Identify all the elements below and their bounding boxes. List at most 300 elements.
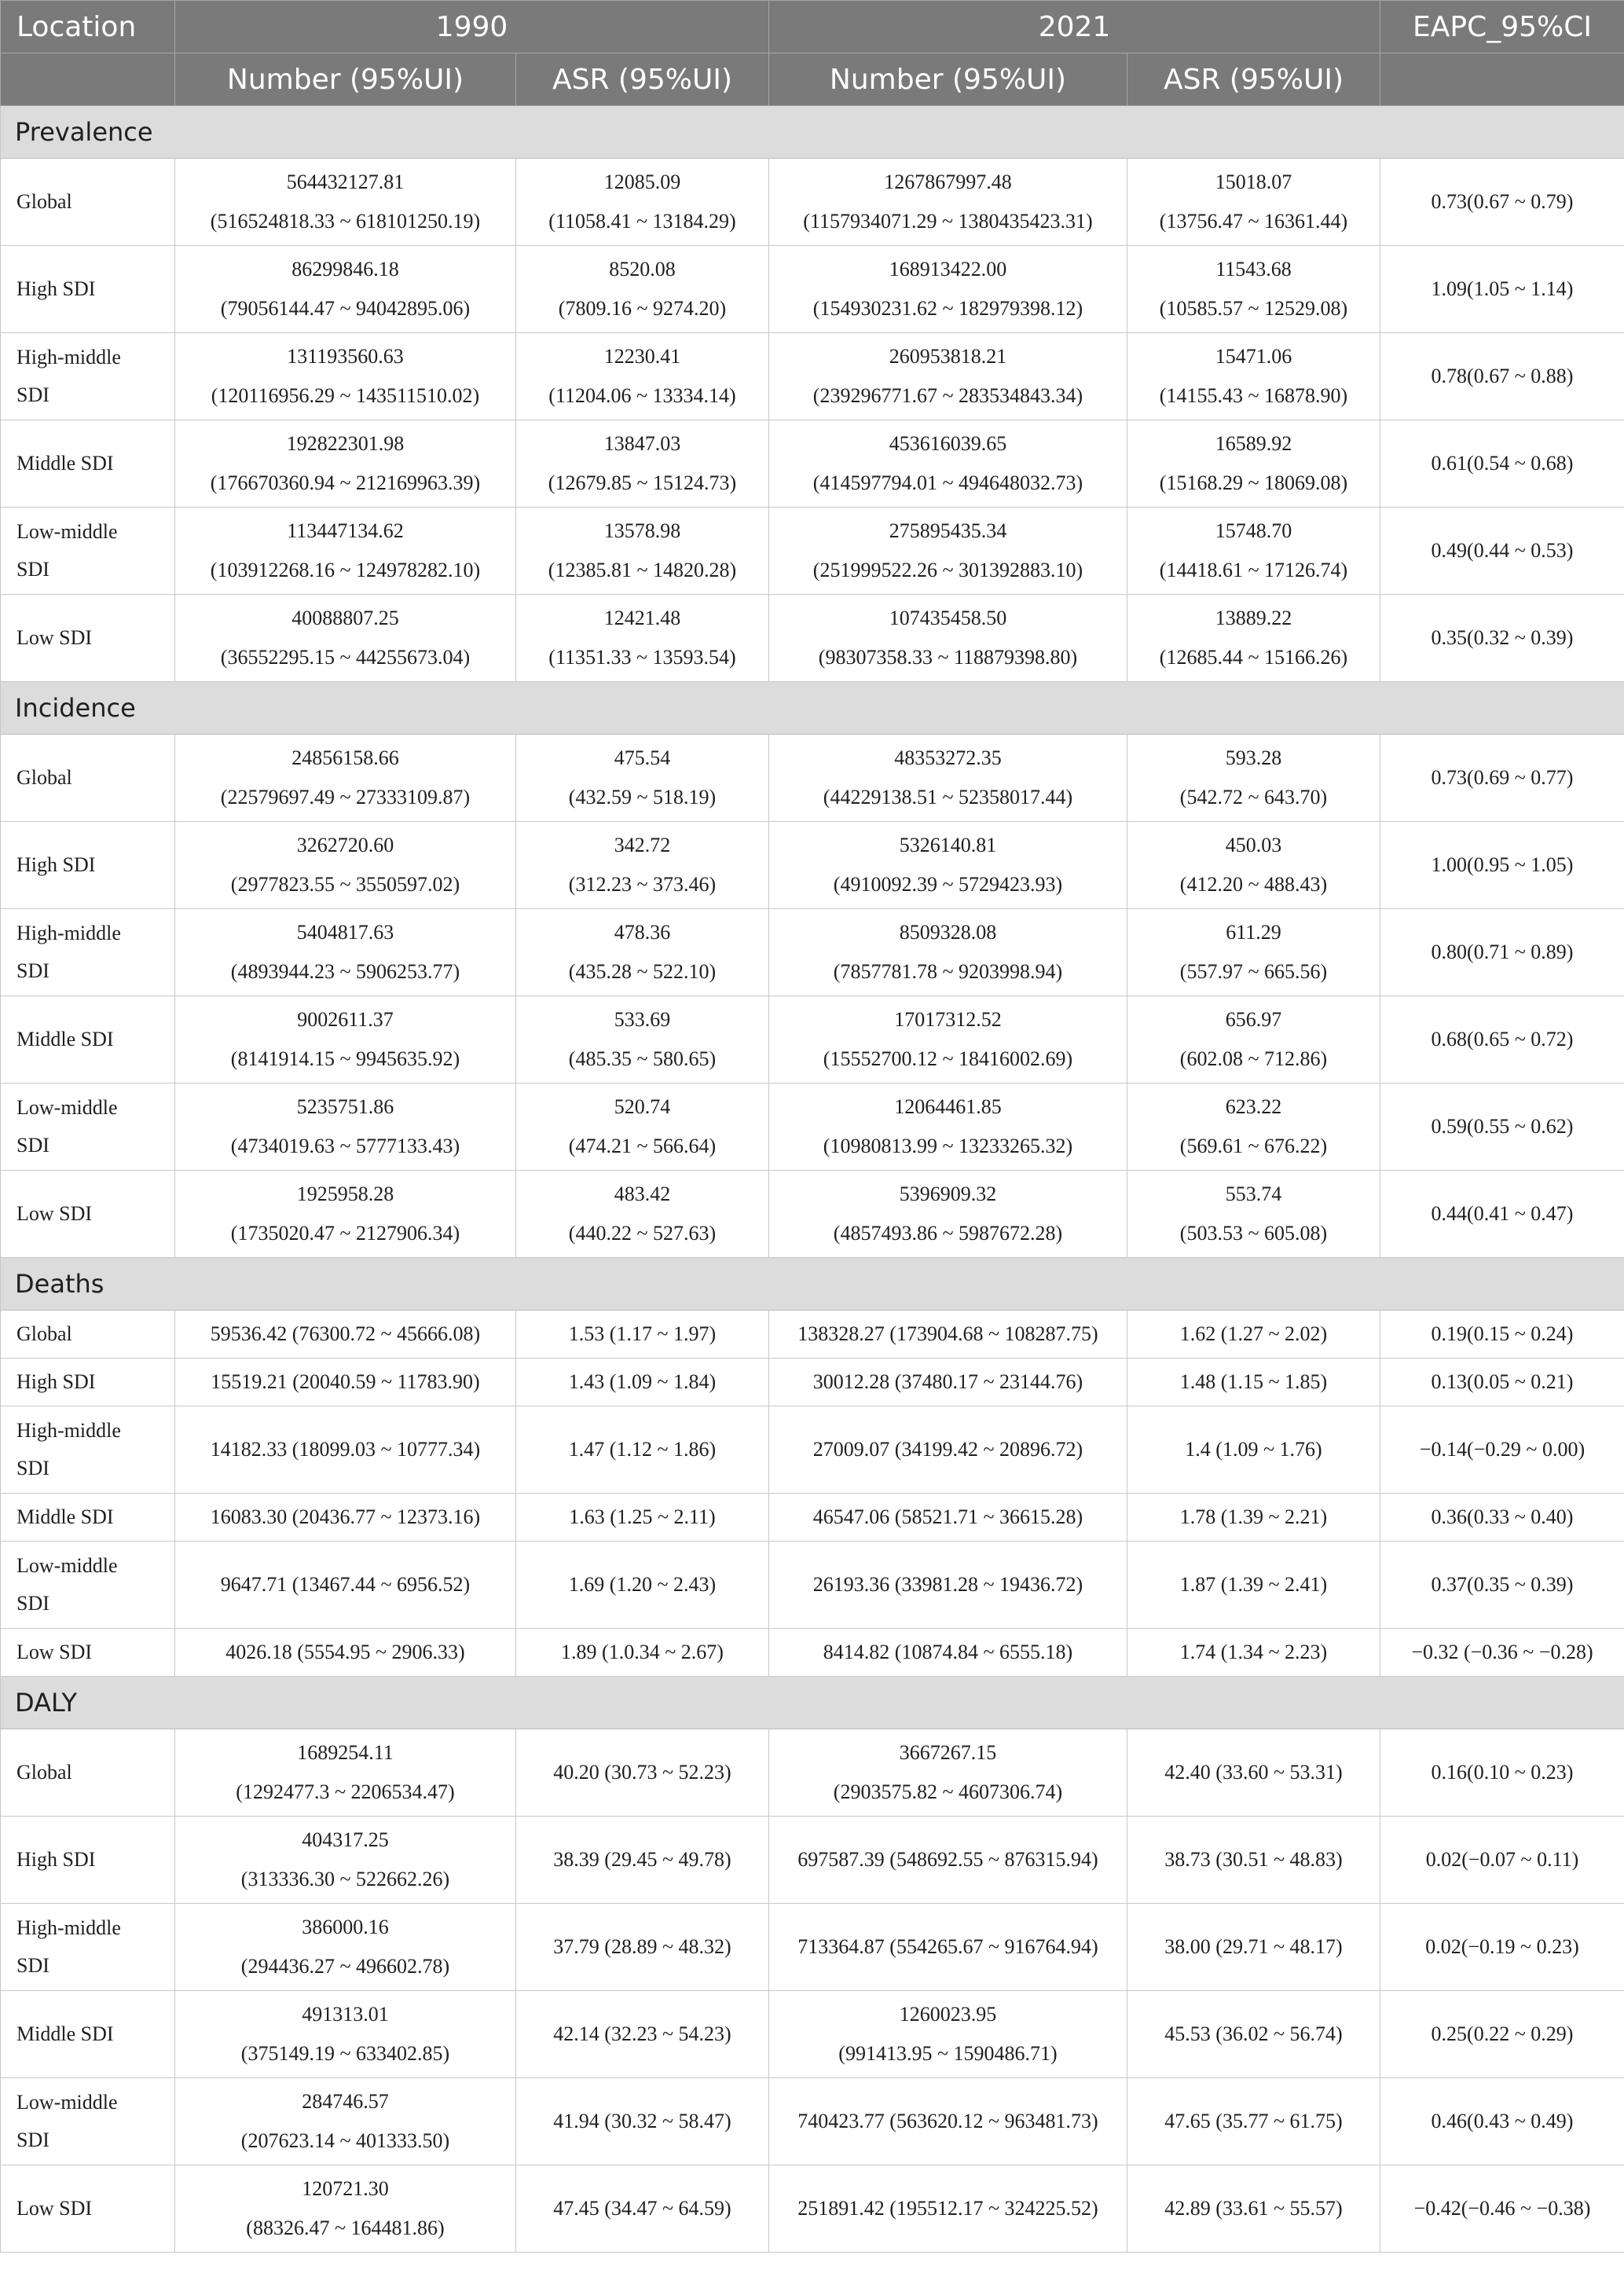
asr-2021-cell-line: (412.20 ~ 488.43) [1179,873,1328,896]
location-cell [1,1729,175,1817]
table-body [1,106,1624,2253]
number-1990-cell-line: 24856158.66 [291,746,399,769]
asr-1990-cell [516,246,769,333]
location-cell [1,595,175,682]
section-title: Prevalence [1,106,1624,159]
eapc-cell: 0.49(0.44 ~ 0.53) [1380,508,1624,595]
number-2021-cell-line: 5396909.32 [899,1182,997,1205]
number-2021-cell [769,1629,1127,1677]
location-cell-line: Low-middle [16,520,118,543]
location-cell-line: High-middle [16,1419,121,1442]
asr-2021-cell-line: 38.73 (30.51 ~ 48.83) [1164,1848,1343,1871]
number-2021-cell [769,1904,1127,1991]
asr-2021-cell-line: (14418.61 ~ 17126.74) [1159,559,1348,581]
number-1990-cell-line: 284746.57 [302,2090,389,2113]
asr-1990-cell [516,1542,769,1629]
header-asr-2021: ASR (95%UI) [1127,53,1380,106]
number-2021-cell-line: 697587.39 (548692.55 ~ 876315.94) [797,1848,1098,1871]
asr-2021-cell-line: 1.74 (1.34 ~ 2.23) [1179,1641,1328,1663]
location-cell-line: Global [16,1322,72,1345]
asr-1990-cell [516,2165,769,2253]
asr-1990-cell [516,1406,769,1494]
eapc-cell: 0.02(−0.19 ~ 0.23) [1380,1904,1624,1991]
number-2021-cell-line: 12064461.85 [894,1095,1002,1118]
location-cell-line: Low-middle [16,1554,118,1577]
number-1990-cell-line: 564432127.81 [286,170,405,193]
header-number-1990: Number (95%UI) [175,53,516,106]
number-2021-cell-line: 251891.42 (195512.17 ~ 324225.52) [797,2197,1098,2220]
location-cell [1,1904,175,1991]
location-cell [1,735,175,822]
location-cell-line: High-middle [16,346,121,368]
location-cell-line: High SDI [16,277,96,300]
number-2021-cell-line: (4857493.86 ~ 5987672.28) [833,1222,1063,1245]
asr-2021-cell-line: 1.4 (1.09 ~ 1.76) [1185,1438,1322,1461]
location-cell-line: Middle SDI [16,1505,114,1528]
number-2021-cell-line: (414597794.01 ~ 494648032.73) [812,471,1083,494]
number-1990-cell-line: (176670360.94 ~ 212169963.39) [210,471,481,494]
asr-1990-cell-line: (11351.33 ~ 13593.54) [548,646,736,669]
asr-1990-cell-line: (11204.06 ~ 13334.14) [548,384,736,407]
number-2021-cell [769,1358,1127,1406]
asr-1990-cell-line: (12385.81 ~ 14820.28) [548,559,737,581]
asr-1990-cell-line: (11058.41 ~ 13184.29) [548,210,736,233]
table-row [1,1817,1624,1904]
number-1990-cell-line: 120721.30 [302,2177,389,2200]
asr-1990-cell-line: 12421.48 [603,607,681,629]
section-row-prevalence [1,106,1624,159]
asr-2021-cell [1127,246,1380,333]
number-1990-cell-line: 1689254.11 [297,1741,394,1764]
number-2021-cell-line: 260953818.21 [889,345,1007,368]
location-cell-line: Low-middle [16,2091,118,2114]
table-row [1,1358,1624,1406]
number-1990-cell-line: (22579697.49 ~ 27333109.87) [220,786,471,808]
asr-2021-cell [1127,159,1380,246]
number-1990-cell [175,1494,516,1542]
number-1990-cell-line: 5404817.63 [296,921,394,944]
asr-1990-cell [516,1729,769,1817]
asr-1990-cell-line: 1.89 (1.0.34 ~ 2.67) [561,1641,724,1663]
location-cell-line: Middle SDI [16,2022,114,2045]
number-1990-cell-line: 40088807.25 [291,607,399,629]
location-cell [1,2078,175,2165]
number-2021-cell-line: 740423.77 (563620.12 ~ 963481.73) [797,2110,1098,2132]
asr-2021-cell-line: 553.74 [1225,1182,1282,1205]
eapc-cell: 0.46(0.43 ~ 0.49) [1380,2078,1624,2165]
number-2021-cell-line: 17017312.52 [894,1008,1002,1031]
eapc-cell: 0.59(0.55 ~ 0.62) [1380,1084,1624,1171]
header-row-metrics [1,53,1624,106]
eapc-cell: 0.78(0.67 ~ 0.88) [1380,333,1624,420]
number-1990-cell [175,1171,516,1258]
number-1990-cell-line: (79056144.47 ~ 94042895.06) [220,297,471,320]
location-cell [1,1629,175,1677]
asr-2021-cell-line: 45.53 (36.02 ~ 56.74) [1164,2022,1343,2045]
number-2021-cell [769,2078,1127,2165]
asr-2021-cell-line: (14155.43 ~ 16878.90) [1159,384,1348,407]
location-cell [1,159,175,246]
header-asr-1990: ASR (95%UI) [516,53,769,106]
asr-1990-cell-line: 47.45 (34.47 ~ 64.59) [553,2197,731,2220]
number-1990-cell-line: (1735020.47 ~ 2127906.34) [230,1222,460,1245]
number-1990-cell [175,420,516,508]
number-1990-cell-line: 404317.25 [302,1828,389,1851]
eapc-cell: 0.61(0.54 ~ 0.68) [1380,420,1624,508]
number-1990-cell-line: 192822301.98 [286,432,405,455]
asr-1990-cell [516,2078,769,2165]
table-row [1,735,1624,822]
asr-1990-cell-line: 475.54 [614,746,671,769]
asr-1990-cell [516,1084,769,1171]
number-2021-cell-line: (1157934071.29 ~ 1380435423.31) [803,210,1093,233]
number-2021-cell [769,822,1127,909]
section-row-incidence [1,682,1624,735]
asr-2021-cell-line: (12685.44 ~ 15166.26) [1159,646,1348,669]
asr-1990-cell-line: 1.69 (1.20 ~ 2.43) [568,1573,717,1596]
asr-2021-cell [1127,1084,1380,1171]
location-cell-line: High SDI [16,853,96,876]
section-title: Deaths [1,1258,1624,1311]
asr-1990-cell-line: (12679.85 ~ 15124.73) [548,471,737,494]
number-2021-cell-line: (7857781.78 ~ 9203998.94) [833,960,1063,983]
table-row [1,1729,1624,1817]
number-1990-cell [175,1406,516,1494]
location-cell-line: Low SDI [16,1202,93,1225]
number-1990-cell [175,1311,516,1358]
asr-1990-cell-line: 1.63 (1.25 ~ 2.11) [569,1505,716,1528]
number-2021-cell [769,909,1127,996]
asr-2021-cell [1127,1171,1380,1258]
table-row [1,2078,1624,2165]
asr-1990-cell [516,333,769,420]
asr-2021-cell [1127,1358,1380,1406]
number-1990-cell-line: (313336.30 ~ 522662.26) [240,1868,450,1890]
asr-1990-cell-line: 13578.98 [603,519,681,542]
number-2021-cell-line: 275895435.34 [889,519,1007,542]
asr-2021-cell-line: 42.89 (33.61 ~ 55.57) [1164,2197,1343,2220]
number-1990-cell-line: 9002611.37 [297,1008,394,1031]
number-1990-cell [175,735,516,822]
number-1990-cell [175,333,516,420]
table-row [1,822,1624,909]
eapc-cell: −0.42(−0.46 ~ −0.38) [1380,2165,1624,2253]
number-2021-cell-line: 713364.87 (554265.67 ~ 916764.94) [797,1935,1098,1958]
table-row [1,1629,1624,1677]
asr-2021-cell-line: 1.62 (1.27 ~ 2.02) [1179,1322,1328,1345]
location-cell [1,333,175,420]
asr-2021-cell-line: 42.40 (33.60 ~ 53.31) [1164,1761,1343,1784]
number-1990-cell-line: 5235751.86 [296,1095,394,1118]
location-cell-line: Global [16,1761,72,1784]
location-cell-line: SDI [16,383,49,406]
eapc-cell: 1.00(0.95 ~ 1.05) [1380,822,1624,909]
asr-1990-cell [516,1358,769,1406]
number-1990-cell-line: 1925958.28 [296,1182,394,1205]
number-2021-cell [769,1817,1127,1904]
number-2021-cell-line: (154930231.62 ~ 182979398.12) [812,297,1083,320]
number-2021-cell-line: (4910092.39 ~ 5729423.93) [833,873,1063,896]
asr-2021-cell-line: 623.22 [1225,1095,1282,1118]
eapc-cell: 0.16(0.10 ~ 0.23) [1380,1729,1624,1817]
asr-2021-cell-line: (542.72 ~ 643.70) [1179,786,1328,808]
number-1990-cell-line: (207623.14 ~ 401333.50) [240,2129,450,2152]
header-blank-eapc [1380,53,1624,106]
number-2021-cell-line: (15552700.12 ~ 18416002.69) [823,1047,1073,1070]
location-cell [1,909,175,996]
asr-1990-cell-line: 41.94 (30.32 ~ 58.47) [553,2110,731,2132]
number-2021-cell-line: (2903575.82 ~ 4607306.74) [833,1780,1063,1803]
asr-1990-cell-line: 40.20 (30.73 ~ 52.23) [553,1761,731,1784]
asr-1990-cell-line: 342.72 [614,834,671,856]
asr-1990-cell [516,159,769,246]
table-row [1,1542,1624,1629]
number-2021-cell [769,996,1127,1084]
asr-2021-cell-line: 1.48 (1.15 ~ 1.85) [1179,1370,1328,1393]
asr-1990-cell-line: 1.53 (1.17 ~ 1.97) [568,1322,717,1345]
section-title: DALY [1,1677,1624,1729]
number-2021-cell-line: (10980813.99 ~ 13233265.32) [823,1135,1073,1157]
eapc-cell: 0.68(0.65 ~ 0.72) [1380,996,1624,1084]
eapc-cell: 0.73(0.69 ~ 0.77) [1380,735,1624,822]
section-row-deaths [1,1258,1624,1311]
number-2021-cell [769,1171,1127,1258]
eapc-cell: 1.09(1.05 ~ 1.14) [1380,246,1624,333]
number-1990-cell-line: (4734019.63 ~ 5777133.43) [230,1135,460,1157]
header-blank-location [1,53,175,106]
number-1990-cell [175,1991,516,2078]
number-2021-cell-line: (98307358.33 ~ 118879398.80) [818,646,1078,669]
location-cell-line: SDI [16,2128,49,2151]
asr-1990-cell-line: (7809.16 ~ 9274.20) [558,297,727,320]
asr-1990-cell-line: 37.79 (28.89 ~ 48.32) [553,1935,731,1958]
number-2021-cell-line: 8414.82 (10874.84 ~ 6555.18) [823,1641,1073,1663]
asr-2021-cell [1127,909,1380,996]
location-cell [1,1406,175,1494]
section-title: Incidence [1,682,1624,735]
number-2021-cell [769,735,1127,822]
number-1990-cell-line: (4893944.23 ~ 5906253.77) [230,960,460,983]
number-1990-cell [175,909,516,996]
asr-2021-cell-line: 656.97 [1225,1008,1282,1031]
number-1990-cell [175,2165,516,2253]
table-row [1,1084,1624,1171]
asr-2021-cell-line: (503.53 ~ 605.08) [1179,1222,1328,1245]
number-1990-cell [175,822,516,909]
table-row [1,508,1624,595]
asr-1990-cell-line: (485.35 ~ 580.65) [568,1047,717,1070]
number-1990-cell-line: 491313.01 [302,2003,389,2026]
asr-1990-cell [516,1904,769,1991]
asr-1990-cell-line: 12085.09 [603,170,681,193]
location-cell [1,996,175,1084]
header-year-2021: 2021 [769,1,1380,53]
asr-2021-cell-line: (13756.47 ~ 16361.44) [1159,210,1348,233]
location-cell-line: Low SDI [16,1641,93,1663]
number-2021-cell [769,1729,1127,1817]
asr-2021-cell [1127,1904,1380,1991]
number-2021-cell [769,159,1127,246]
number-2021-cell-line: 26193.36 (33981.28 ~ 19436.72) [812,1573,1083,1596]
number-1990-cell-line: (2977823.55 ~ 3550597.02) [230,873,460,896]
location-cell [1,822,175,909]
number-2021-cell-line: 3667267.15 [899,1741,997,1764]
header-eapc: EAPC_95%CI [1380,1,1624,53]
asr-2021-cell-line: 13889.22 [1215,607,1292,629]
number-1990-cell [175,1729,516,1817]
number-2021-cell-line: (991413.95 ~ 1590486.71) [838,2042,1058,2065]
location-cell-line: Low SDI [16,626,93,649]
number-2021-cell [769,1542,1127,1629]
number-2021-cell-line: 46547.06 (58521.71 ~ 36615.28) [812,1505,1083,1528]
eapc-cell: 0.13(0.05 ~ 0.21) [1380,1358,1624,1406]
table-row [1,333,1624,420]
table-row [1,1311,1624,1358]
asr-1990-cell [516,595,769,682]
asr-1990-cell [516,1311,769,1358]
asr-2021-cell [1127,1542,1380,1629]
table-row [1,1494,1624,1542]
asr-1990-cell [516,1171,769,1258]
asr-2021-cell-line: (557.97 ~ 665.56) [1179,960,1328,983]
number-1990-cell [175,1084,516,1171]
header-number-2021: Number (95%UI) [769,53,1127,106]
asr-1990-cell [516,1629,769,1677]
asr-2021-cell-line: 15018.07 [1215,170,1292,193]
asr-2021-cell-line: 593.28 [1225,746,1282,769]
table-row [1,996,1624,1084]
number-1990-cell-line: (516524818.33 ~ 618101250.19) [210,210,481,233]
number-1990-cell [175,1542,516,1629]
table-row [1,159,1624,246]
number-1990-cell [175,159,516,246]
table-row [1,1991,1624,2078]
table-row [1,2165,1624,2253]
eapc-cell: 0.44(0.41 ~ 0.47) [1380,1171,1624,1258]
table-row [1,1171,1624,1258]
number-1990-cell-line: 14182.33 (18099.03 ~ 10777.34) [210,1438,481,1461]
asr-2021-cell [1127,1729,1380,1817]
location-cell-line: Global [16,190,72,213]
number-2021-cell [769,333,1127,420]
asr-2021-cell [1127,1629,1380,1677]
number-1990-cell [175,1904,516,1991]
asr-2021-cell [1127,996,1380,1084]
asr-2021-cell-line: 16589.92 [1215,432,1292,455]
number-1990-cell-line: 9647.71 (13467.44 ~ 6956.52) [220,1573,471,1596]
number-2021-cell-line: 48353272.35 [894,746,1002,769]
location-cell-line: Global [16,766,72,789]
location-cell-line: SDI [16,959,49,982]
section-row-daly [1,1677,1624,1729]
location-cell [1,246,175,333]
number-1990-cell-line: 4026.18 (5554.95 ~ 2906.33) [225,1641,465,1663]
asr-2021-cell [1127,822,1380,909]
location-cell [1,420,175,508]
location-cell [1,2165,175,2253]
asr-1990-cell [516,508,769,595]
asr-1990-cell-line: 8520.08 [609,258,676,280]
asr-1990-cell [516,822,769,909]
asr-1990-cell-line: 13847.03 [603,432,681,455]
number-1990-cell [175,996,516,1084]
asr-2021-cell [1127,1311,1380,1358]
number-2021-cell-line: 168913422.00 [889,258,1007,280]
location-cell-line: Low-middle [16,1096,118,1119]
number-1990-cell [175,1358,516,1406]
asr-2021-cell [1127,595,1380,682]
table-row [1,420,1624,508]
number-2021-cell [769,1311,1127,1358]
number-1990-cell-line: 16083.30 (20436.77 ~ 12373.16) [210,1505,481,1528]
number-2021-cell-line: (251999522.26 ~ 301392883.10) [812,559,1083,581]
location-cell [1,1358,175,1406]
asr-2021-cell-line: (15168.29 ~ 18069.08) [1159,471,1348,494]
asr-1990-cell-line: 42.14 (32.23 ~ 54.23) [553,2022,731,2045]
location-cell-line: SDI [16,1954,49,1977]
asr-2021-cell-line: 47.65 (35.77 ~ 61.75) [1164,2110,1343,2132]
number-2021-cell-line: 138328.27 (173904.68 ~ 108287.75) [797,1322,1098,1345]
asr-1990-cell-line: 483.42 [614,1182,671,1205]
number-2021-cell [769,1494,1127,1542]
asr-1990-cell [516,735,769,822]
table-row [1,909,1624,996]
location-cell-line: Middle SDI [16,1028,114,1050]
location-cell-line: SDI [16,1134,49,1157]
location-cell-line: Low SDI [16,2197,93,2220]
header-row-years [1,1,1624,53]
asr-2021-cell [1127,1817,1380,1904]
number-1990-cell-line: 86299846.18 [291,258,399,280]
location-cell-line: High-middle [16,922,121,944]
location-cell [1,1171,175,1258]
asr-2021-cell-line: (602.08 ~ 712.86) [1179,1047,1328,1070]
number-1990-cell-line: (1292477.3 ~ 2206534.47) [236,1780,455,1803]
number-1990-cell-line: 15519.21 (20040.59 ~ 11783.90) [211,1370,480,1393]
eapc-cell: −0.32 (−0.36 ~ −0.28) [1380,1629,1624,1677]
number-2021-cell [769,246,1127,333]
asr-1990-cell [516,420,769,508]
asr-1990-cell-line: 12230.41 [603,345,681,368]
asr-1990-cell-line: 1.47 (1.12 ~ 1.86) [568,1438,717,1461]
asr-2021-cell [1127,420,1380,508]
eapc-cell: 0.80(0.71 ~ 0.89) [1380,909,1624,996]
number-2021-cell-line: (239296771.67 ~ 283534843.34) [812,384,1083,407]
eapc-cell: 0.02(−0.07 ~ 0.11) [1380,1817,1624,1904]
number-1990-cell-line: 113447134.62 [287,519,404,542]
eapc-cell: 0.37(0.35 ~ 0.39) [1380,1542,1624,1629]
number-1990-cell-line: 386000.16 [302,1916,389,1938]
number-2021-cell [769,1084,1127,1171]
location-cell-line: Middle SDI [16,452,114,475]
number-1990-cell-line: (103912268.16 ~ 124978282.10) [210,559,481,581]
asr-2021-cell-line: 15748.70 [1215,519,1292,542]
eapc-cell: 0.25(0.22 ~ 0.29) [1380,1991,1624,2078]
asr-2021-cell-line: (569.61 ~ 676.22) [1179,1135,1328,1157]
asr-1990-cell [516,1494,769,1542]
location-cell-line: SDI [16,1592,49,1615]
asr-1990-cell-line: (435.28 ~ 522.10) [568,960,717,983]
location-cell [1,1084,175,1171]
location-cell-line: SDI [16,558,49,581]
asr-1990-cell [516,1991,769,2078]
number-1990-cell [175,246,516,333]
number-2021-cell [769,1991,1127,2078]
number-2021-cell-line: 30012.28 (37480.17 ~ 23144.76) [812,1370,1083,1393]
number-1990-cell-line: (375149.19 ~ 633402.85) [240,2042,450,2065]
asr-1990-cell-line: 533.69 [614,1008,671,1031]
number-1990-cell [175,595,516,682]
